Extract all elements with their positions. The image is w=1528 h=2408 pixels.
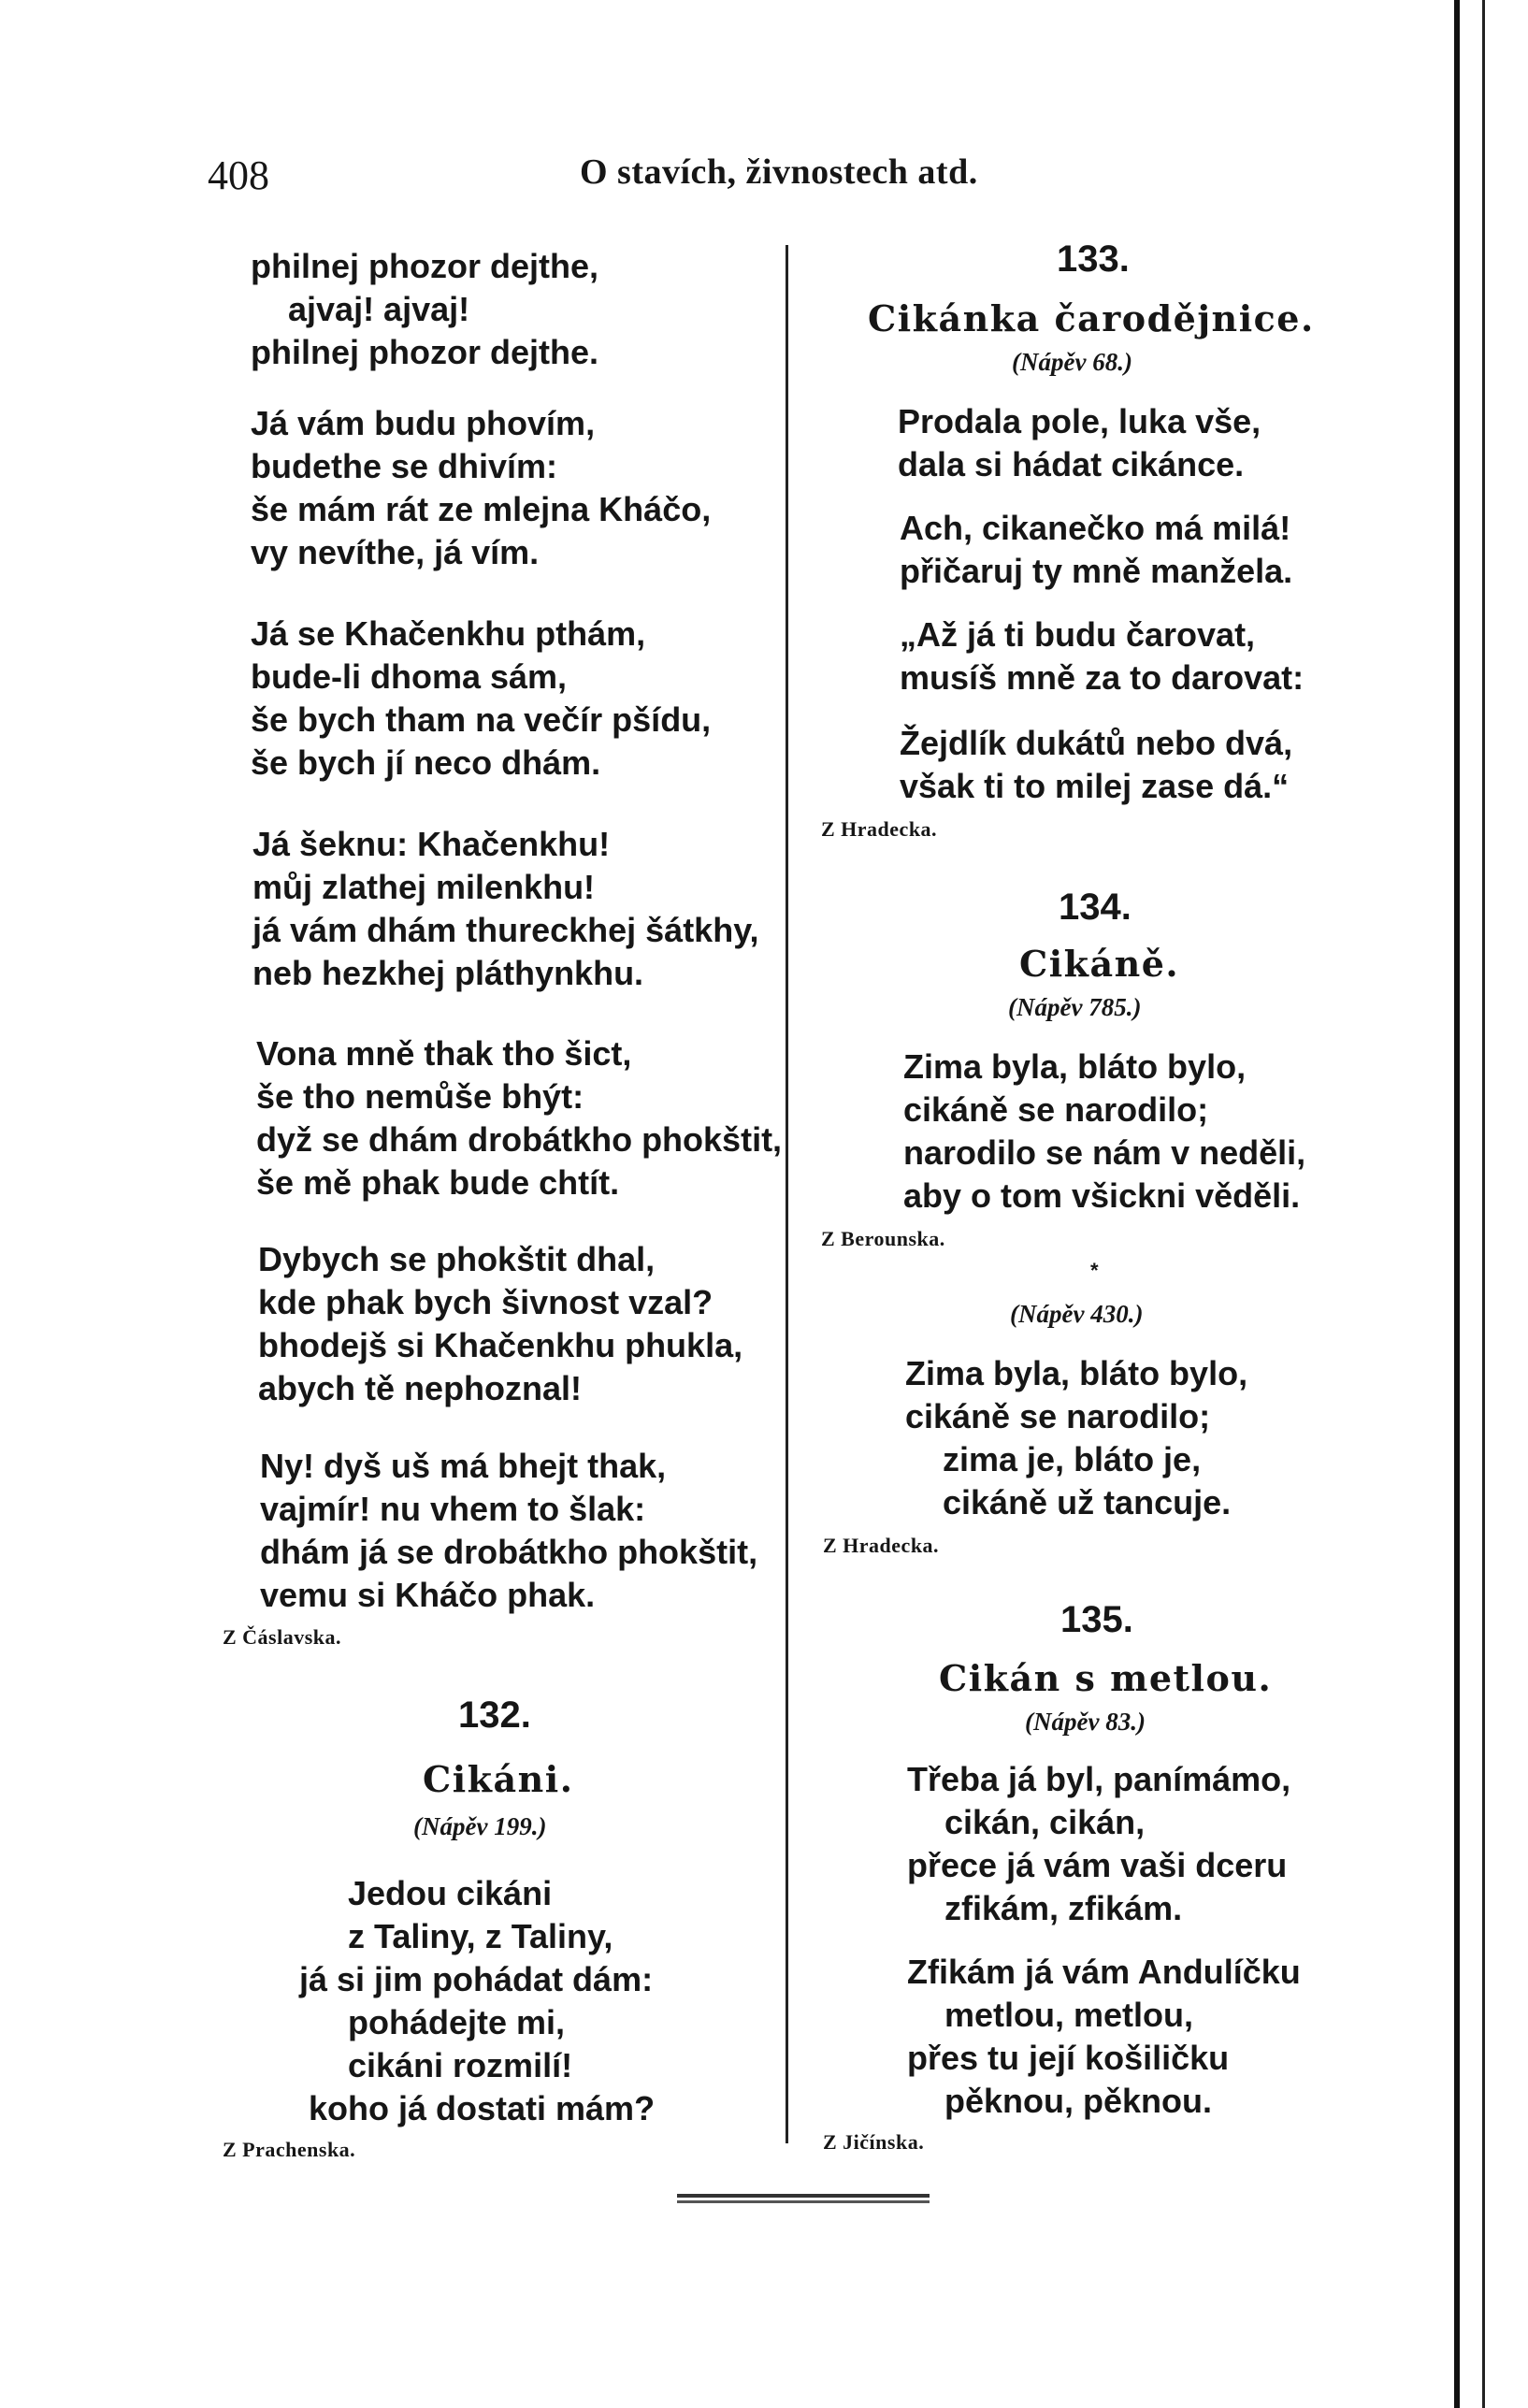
left-stanza-1 <box>251 245 598 374</box>
verse-line: vy nevíthe, já vím. <box>251 533 540 571</box>
verse-line: kde phak bych šivnost vzal? <box>258 1283 714 1321</box>
verse-line: Vona mně thak tho šict, <box>256 1034 632 1073</box>
page-number: 408 <box>208 152 269 198</box>
verse-line: přes tu její košiličku <box>907 2039 1230 2077</box>
verse-line: philnej phozor dejthe, <box>251 247 598 285</box>
verse-line: metlou, metlou, <box>944 1996 1194 2034</box>
verse-line: Zima byla, bláto bylo, <box>905 1354 1248 1392</box>
verse-line: še mám rát ze mlejna Kháčo, <box>251 490 712 528</box>
end-rule <box>677 2194 930 2198</box>
song134-stanza-2 <box>905 1352 1247 1524</box>
page-edge-rule-2 <box>1482 0 1485 2408</box>
verse-line: pohádejte mi, <box>348 2003 566 2041</box>
source-note: Z Hradecka. <box>821 817 938 841</box>
verse-line: cikáně se narodilo; <box>903 1090 1209 1129</box>
verse-line: Ach, cikanečko má milá! <box>900 509 1291 547</box>
verse-line: můj zlathej milenkhu! <box>252 868 596 906</box>
verse-line: bude-li dhoma sám, <box>251 657 568 696</box>
verse-line: zima je, bláto je, <box>943 1440 1202 1478</box>
verse-line: cikáně se narodilo; <box>905 1397 1211 1435</box>
melody-reference: (Nápěv 68.) <box>1012 348 1132 376</box>
song133-stanza-2 <box>900 507 1292 593</box>
source-note: Z Berounska. <box>821 1227 945 1250</box>
verse-line: cikáni rozmilí! <box>348 2046 573 2084</box>
verse-line: Jedou cikáni <box>348 1874 553 1912</box>
verse-line: ajvaj! ajvaj! <box>288 290 470 328</box>
end-rule-secondary <box>677 2200 930 2203</box>
verse-line: budethe se dhivím: <box>251 447 558 485</box>
left-stanza-7 <box>260 1445 757 1617</box>
asterisk-separator: * <box>1090 1259 1099 1282</box>
verse-line: musíš mně za to darovat: <box>900 658 1305 697</box>
song-number: 134. <box>1059 887 1132 928</box>
left-stanza-6 <box>258 1238 742 1410</box>
verse-line: še bych jí neco dhám. <box>251 743 601 782</box>
verse-line: Prodala pole, luka vše, <box>898 402 1261 440</box>
verse-line: „Až já ti budu čarovat, <box>900 615 1256 654</box>
verse-line: še tho nemůše bhýt: <box>256 1077 584 1116</box>
song134-stanza-1 <box>903 1045 1305 1218</box>
verse-line: Já vám budu phovím, <box>251 404 596 442</box>
song133-stanza-3 <box>900 613 1304 699</box>
verse-line: Já se Khačenkhu pthám, <box>251 614 646 653</box>
verse-line: cikán, cikán, <box>944 1803 1146 1841</box>
verse-line: já si jim pohádat dám: <box>299 1960 654 1998</box>
verse-line: abych tě nephoznal! <box>258 1369 583 1407</box>
left-stanza-5 <box>256 1032 782 1204</box>
verse-line: z Taliny, z Taliny, <box>348 1917 613 1955</box>
verse-line: Zima byla, bláto bylo, <box>903 1047 1247 1086</box>
verse-line: Ny! dyš uš má bhejt thak, <box>260 1447 667 1485</box>
song-title: Cikáni. <box>423 1758 574 1800</box>
column-divider <box>786 245 788 2143</box>
source-note: Z Čáslavska. <box>223 1625 342 1649</box>
verse-line: Zfikám já vám Andulíčku <box>907 1953 1301 1991</box>
song-title: Cikánka čarodějnice. <box>868 297 1315 339</box>
verse-line: dala si hádat cikánce. <box>898 445 1245 483</box>
verse-line: Já šeknu: Khačenkhu! <box>252 825 611 863</box>
left-stanza-3 <box>251 613 711 785</box>
running-head: O stavích, živnostech atd. <box>580 152 978 192</box>
source-note: Z Jičínska. <box>823 2130 925 2154</box>
song133-stanza-1 <box>898 400 1261 486</box>
verse-line: Žejdlík dukátů nebo dvá, <box>900 724 1293 762</box>
melody-reference: (Nápěv 83.) <box>1025 1708 1146 1736</box>
song-number: 135. <box>1060 1599 1133 1640</box>
song-number: 132. <box>458 1694 531 1736</box>
verse-line: philnej phozor dejthe. <box>251 333 598 371</box>
melody-reference: (Nápěv 430.) <box>1010 1300 1144 1328</box>
verse-line: já vám dhám thureckhej šátkhy, <box>252 911 759 949</box>
verse-line: aby o tom všickni věděli. <box>903 1176 1301 1215</box>
song135-stanza-2 <box>907 1951 1301 2123</box>
left-stanza-4 <box>252 823 759 995</box>
source-note: Z Hradecka. <box>823 1534 940 1557</box>
verse-line: dhám já se drobátkho phokštit, <box>260 1533 758 1571</box>
verse-line: pěknou, pěknou. <box>944 2082 1213 2120</box>
verse-line: přičaruj ty mně manžela. <box>900 552 1293 590</box>
song133-stanza-4 <box>900 722 1292 808</box>
verse-line: Třeba já byl, panímámo, <box>907 1760 1291 1798</box>
verse-line: však ti to milej zase dá.“ <box>900 767 1290 805</box>
verse-line: dyž se dhám drobátkho phokštit, <box>256 1120 783 1159</box>
verse-line: koho já dostati mám? <box>309 2089 656 2127</box>
song-title: Cikán s metlou. <box>939 1657 1273 1699</box>
song135-stanza-1 <box>907 1758 1290 1930</box>
verse-line: zfikám, zfikám. <box>944 1889 1183 1927</box>
source-note: Z Prachenska. <box>223 2138 356 2161</box>
verse-line: vajmír! nu vhem to šlak: <box>260 1490 646 1528</box>
verse-line: bhodejš si Khačenkhu phukla, <box>258 1326 743 1364</box>
melody-reference: (Nápěv 785.) <box>1008 993 1142 1021</box>
verse-line: še bych tham na večír pšídu, <box>251 700 712 739</box>
page-edge-rule <box>1454 0 1460 2408</box>
song-number: 133. <box>1057 238 1130 280</box>
song132-stanza <box>299 1872 655 2130</box>
left-stanza-2 <box>251 402 711 574</box>
verse-line: neb hezkhej pláthynkhu. <box>252 954 644 992</box>
verse-line: še mě phak bude chtít. <box>256 1163 620 1202</box>
verse-line: cikáně už tancuje. <box>943 1483 1232 1521</box>
verse-line: Dybych se phokštit dhal, <box>258 1240 656 1278</box>
melody-reference: (Nápěv 199.) <box>413 1812 547 1840</box>
verse-line: narodilo se nám v neděli, <box>903 1133 1306 1172</box>
song-title: Cikáně. <box>1019 943 1180 985</box>
verse-line: vemu si Kháčo phak. <box>260 1576 596 1614</box>
verse-line: přece já vám vaši dceru <box>907 1846 1288 1884</box>
